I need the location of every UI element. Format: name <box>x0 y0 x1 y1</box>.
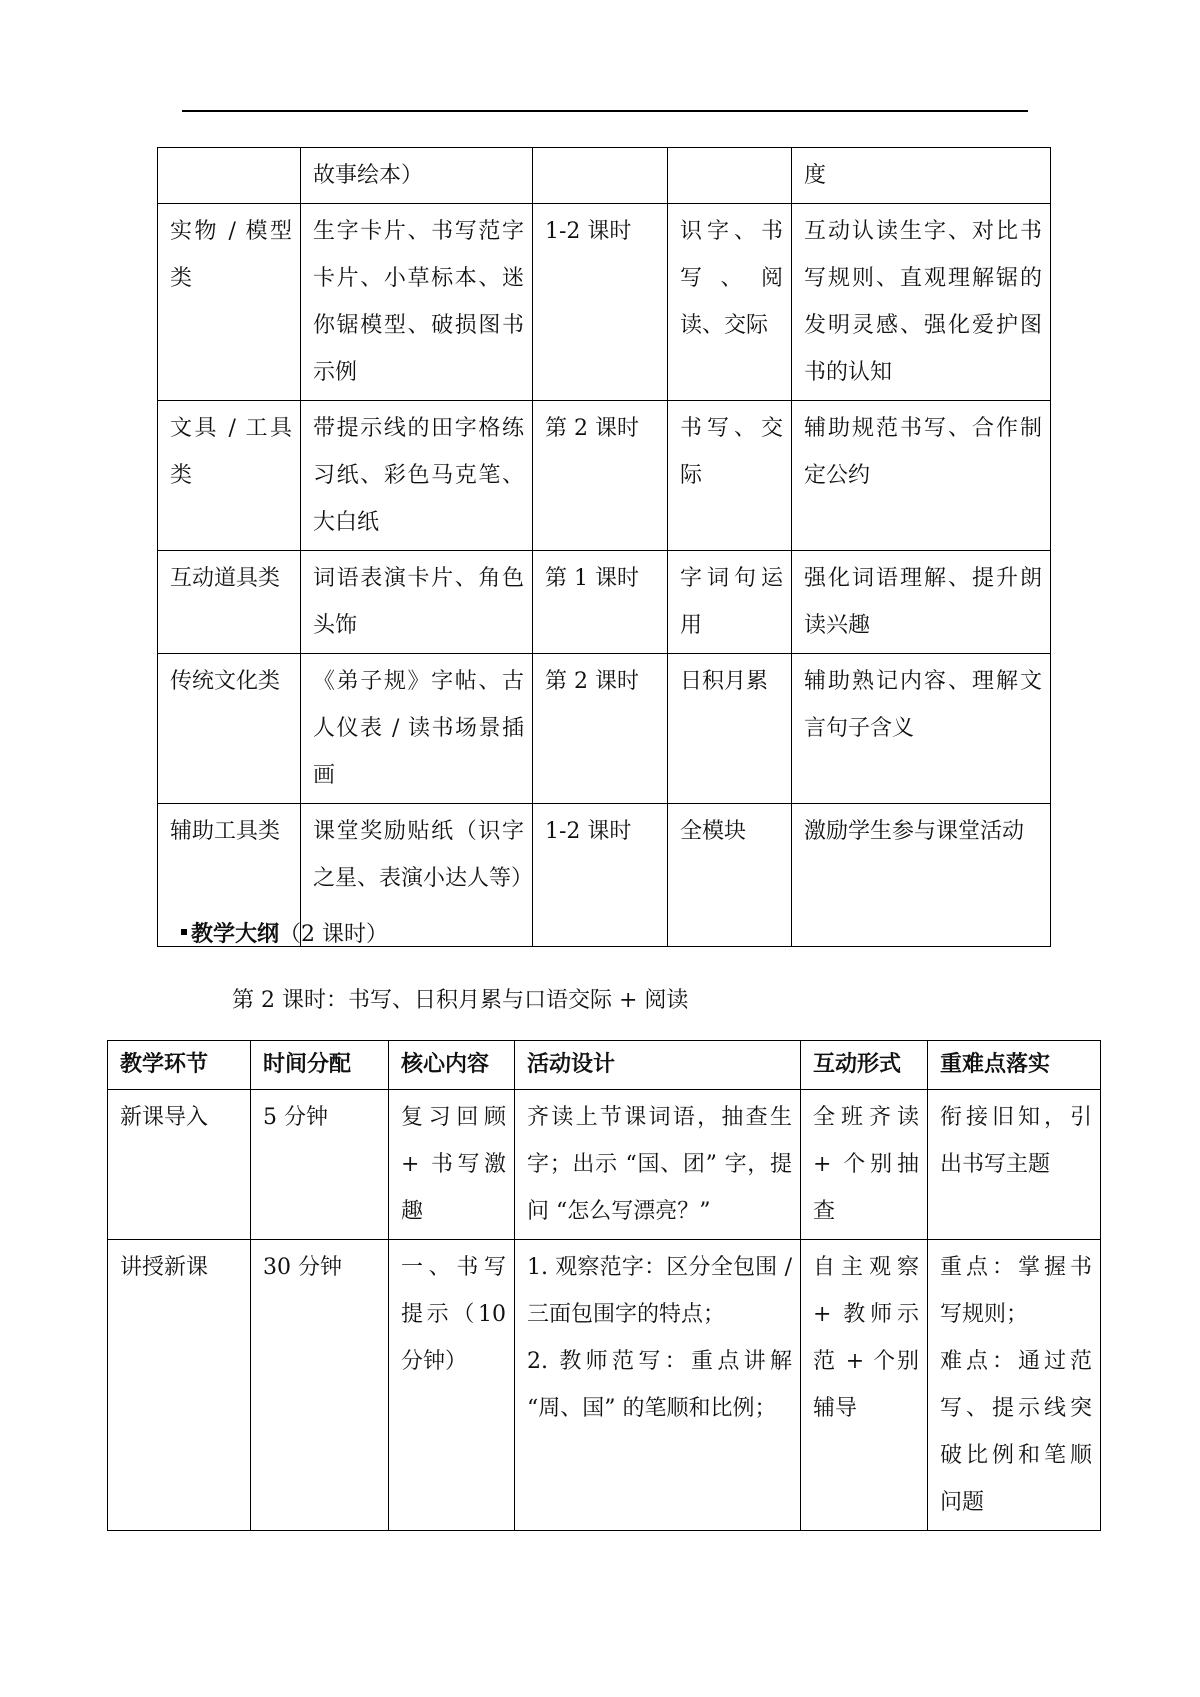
table-row <box>108 1240 1101 1531</box>
outline-heading-title: 教学大纲 <box>191 922 280 947</box>
resource-time: 1-2 课时 <box>533 204 668 401</box>
square-bullet-icon <box>181 929 187 935</box>
table-header-row <box>108 1041 1101 1090</box>
resource-time: 第 1 课时 <box>533 551 668 654</box>
table-row <box>108 1090 1101 1240</box>
activity-line: 2. 教师范写：重点讲解 “周、国” 的笔顺和比例； <box>527 1349 792 1421</box>
resource-module: 识字、书写、阅读、交际 <box>668 204 792 401</box>
header-duration: 时间分配 <box>251 1041 389 1090</box>
resource-type <box>158 148 301 204</box>
focus-cell <box>928 1090 1101 1240</box>
form-cell: 全班齐读 + 个别抽查 <box>801 1090 928 1240</box>
resource-time: 第 2 课时 <box>533 401 668 551</box>
resource-purpose: 强化词语理解、提升朗读兴趣 <box>792 551 1051 654</box>
resource-items: 《弟子规》字帖、古人仪表 / 读书场景插画 <box>301 654 533 804</box>
core-cell: 一、书写提示（10 分钟） <box>389 1240 515 1531</box>
resource-time: 1-2 课时 <box>533 804 668 947</box>
focus-line: 难点：通过范写、提示线突破比例和笔顺问题 <box>940 1349 1092 1515</box>
activity-line: 1. 观察范字：区分全包围 / 三面包围字的特点； <box>527 1255 792 1327</box>
table-row <box>158 204 1051 401</box>
resource-purpose: 互动认读生字、对比书写规则、直观理解锯的发明灵感、强化爱护图书的认知 <box>792 204 1051 401</box>
core-cell: 复习回顾 + 书写激趣 <box>389 1090 515 1240</box>
resource-type: 传统文化类 <box>158 654 301 804</box>
resource-type: 实物 / 模型类 <box>158 204 301 401</box>
duration-cell: 30 分钟 <box>251 1240 389 1531</box>
stage-cell: 新课导入 <box>108 1090 251 1240</box>
resource-type: 辅助工具类 <box>158 804 301 947</box>
header-focus: 重难点落实 <box>928 1041 1101 1090</box>
resource-time <box>533 148 668 204</box>
table-row <box>158 654 1051 804</box>
focus-line: 重点：掌握书写规则； <box>940 1255 1092 1327</box>
resource-module: 字词句运用 <box>668 551 792 654</box>
form-cell: 自主观察 + 教师示范 + 个别辅导 <box>801 1240 928 1531</box>
duration-cell: 5 分钟 <box>251 1090 389 1240</box>
focus-line: 衔接旧知，引出书写主题 <box>940 1105 1092 1177</box>
resource-module: 书写、交际 <box>668 401 792 551</box>
activity-cell <box>515 1240 801 1531</box>
resource-purpose: 激励学生参与课堂活动 <box>792 804 1051 947</box>
resource-purpose: 度 <box>792 148 1051 204</box>
resource-time: 第 2 课时 <box>533 654 668 804</box>
table-row <box>158 551 1051 654</box>
resource-purpose: 辅助规范书写、合作制定公约 <box>792 401 1051 551</box>
header-form: 互动形式 <box>801 1041 928 1090</box>
resource-items: 带提示线的田字格练习纸、彩色马克笔、大白纸 <box>301 401 533 551</box>
resource-items: 课堂奖励贴纸（识字之星、表演小达人等） <box>301 804 533 947</box>
stage-cell: 讲授新课 <box>108 1240 251 1531</box>
resource-module: 日积月累 <box>668 654 792 804</box>
lesson-title: 第 2 课时：书写、日积月累与口语交际 + 阅读 <box>232 988 689 1013</box>
resource-items: 生字卡片、书写范字卡片、小草标本、迷你锯模型、破损图书示例 <box>301 204 533 401</box>
resource-type: 文具 / 工具类 <box>158 401 301 551</box>
resource-module: 全模块 <box>668 804 792 947</box>
header-stage: 教学环节 <box>108 1041 251 1090</box>
outline-heading <box>181 917 388 953</box>
resource-type: 互动道具类 <box>158 551 301 654</box>
resource-items: 故事绘本） <box>301 148 533 204</box>
table-row <box>158 401 1051 551</box>
header-rule <box>182 110 1028 112</box>
activity-line: 齐读上节课词语，抽查生字；出示 “国、团” 字，提问 “怎么写漂亮？” <box>527 1105 792 1224</box>
activity-cell <box>515 1090 801 1240</box>
resource-table <box>157 147 1051 947</box>
table-row <box>158 148 1051 204</box>
header-activity: 活动设计 <box>515 1041 801 1090</box>
resource-purpose: 辅助熟记内容、理解文言句子含义 <box>792 654 1051 804</box>
outline-heading-suffix: （2 课时） <box>279 922 389 947</box>
outline-table <box>107 1040 1101 1531</box>
resource-items: 词语表演卡片、角色头饰 <box>301 551 533 654</box>
header-core: 核心内容 <box>389 1041 515 1090</box>
focus-cell <box>928 1240 1101 1531</box>
resource-module <box>668 148 792 204</box>
